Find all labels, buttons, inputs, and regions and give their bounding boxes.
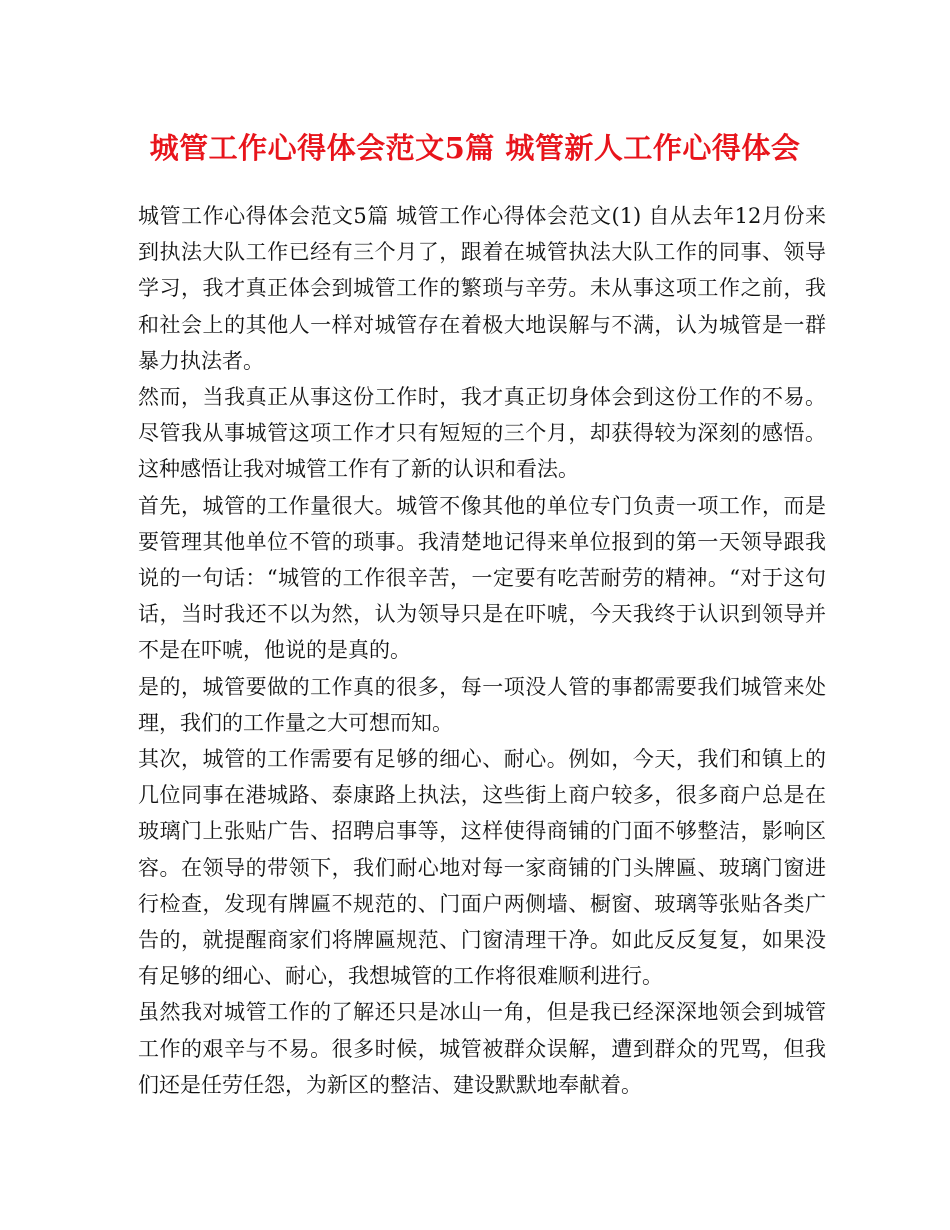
paragraph-3: 首先，城管的工作量很大。城管不像其他的单位专门负责一项工作，而是要管理其他单位不管的琐事。我清楚地记得来单位报到的第一天领导跟我说的一句话：“城管的工作很辛苦，一定要有吃苦耐劳的精神。“对于这句话，当时我还不以为然，认为领导只是在吓唬，今天我终于认识到领导并不是在吓唬，他说的是真的。 (138, 493, 826, 663)
paragraph-2: 然而，当我真正从事这份工作时，我才真正切身体会到这份工作的不易。尽管我从事城管这项工作才只有短短的三个月，却获得较为深刻的感悟。这种感悟让我对城管工作有了新的认识和看法。 (138, 385, 826, 482)
paragraph-5: 其次，城管的工作需要有足够的细心、耐心。例如，今天，我们和镇上的几位同事在港城路、泰康路上执法，这些街上商户较多，很多商户总是在玻璃门上张贴广告、招聘启事等，这样使得商铺的门面不够整洁，影响区容。在领导的带领下，我们耐心地对每一家商铺的门头牌匾、玻璃门窗进行检查，发现有牌匾不规范的、门面户两侧墙、橱窗、玻璃等张贴各类广告的，就提醒商家们将牌匾规范、门窗清理干净。如此反反复复，如果没有足够的细心、耐心，我想城管的工作将很难顺利进行。 (138, 747, 826, 989)
paragraph-1: 城管工作心得体会范文5篇 城管工作心得体会范文(1) 自从去年12月份来到执法大队工作已经有三个月了，跟着在城管执法大队工作的同事、领导学习，我才真正体会到城管工作的繁琐与辛劳。未从事这项工作之前，我和社会上的其他人一样对城管存在着极大地误解与不满，认为城管是一群暴力执法者。 (138, 204, 826, 373)
paragraph-4: 是的，城管要做的工作真的很多，每一项没人管的事都需要我们城管来处理，我们的工作量之大可想而知。 (138, 674, 826, 735)
paragraph-6: 虽然我对城管工作的了解还只是冰山一角，但是我已经深深地领会到城管工作的艰辛与不易。很多时候，城管被群众误解，遭到群众的咒骂，但我们还是任劳任怨，为新区的整洁、建设默默地奉献着。 (138, 1000, 826, 1097)
document-body (138, 198, 826, 1103)
document-title: 城管工作心得体会范文5篇 城管新人工作心得体会 (149, 131, 801, 165)
